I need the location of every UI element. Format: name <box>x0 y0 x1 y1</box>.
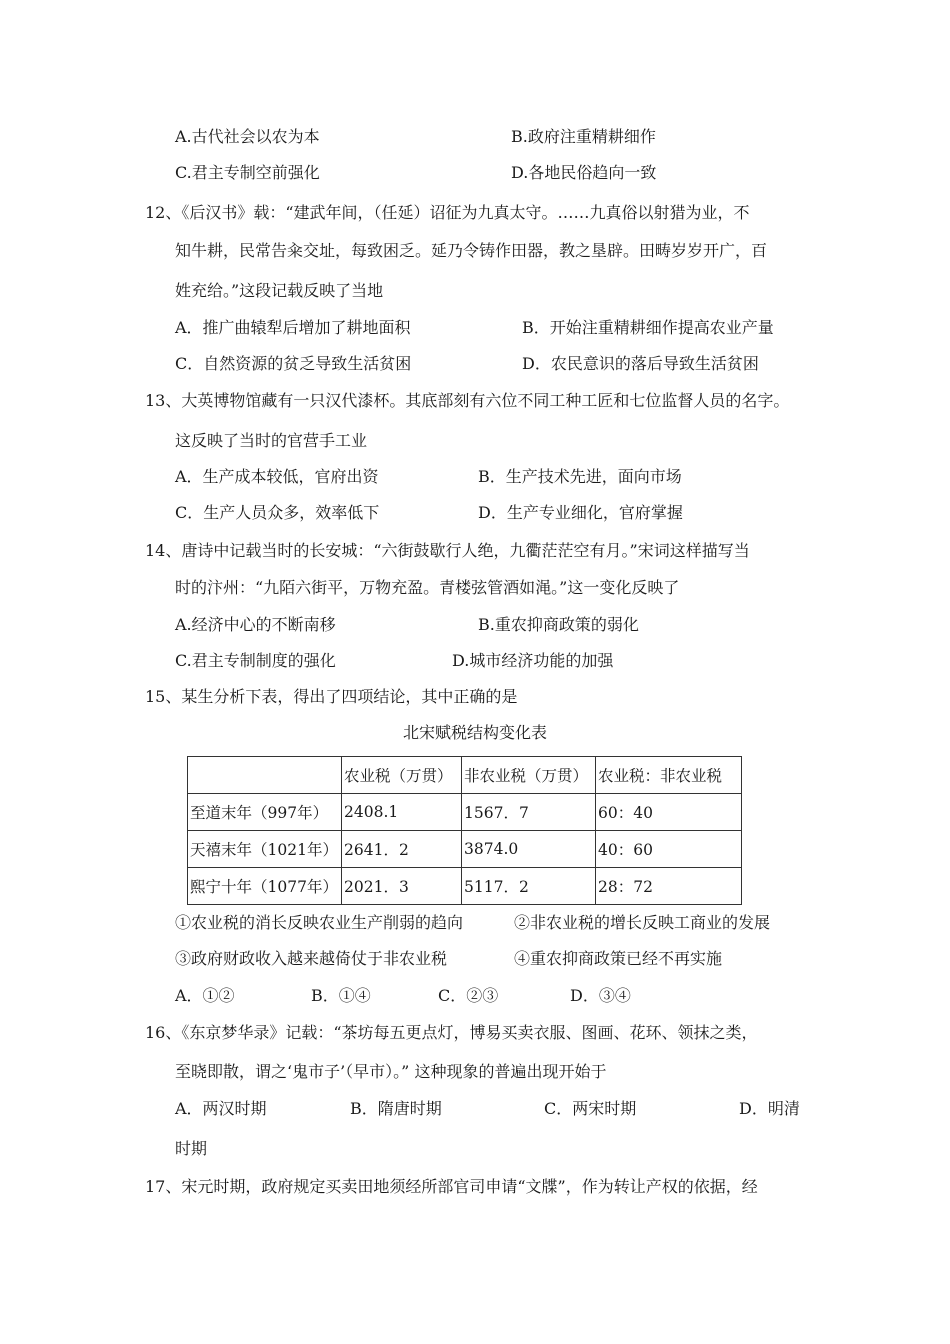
table-cell: 60：40 <box>596 794 742 831</box>
q15-option-b: B．①④ <box>311 986 371 1005</box>
table-cell: 2408.1 <box>342 794 462 831</box>
table-header-row <box>188 757 742 794</box>
table-row <box>188 868 742 905</box>
q12-option-c: C．自然资源的贫乏导致生活贫困 <box>175 354 412 373</box>
q13-option-d: D．生产专业细化，官府掌握 <box>478 503 683 522</box>
q15-conclusion-1: ①农业税的消长反映农业生产削弱的趋向 <box>175 913 464 932</box>
table-cell: 28：72 <box>596 868 742 905</box>
q16-stem-line2: 至晓即散，谓之‘鬼市子’（早市）。” 这种现象的普遍出现开始于 <box>175 1062 607 1081</box>
table-row <box>188 794 742 831</box>
q14-option-d: D.城市经济功能的加强 <box>452 651 614 670</box>
table-header-cell: 非农业税（万贯） <box>462 757 596 794</box>
q16-option-c: C．两宋时期 <box>544 1099 637 1118</box>
q11-option-a: A.古代社会以农为本 <box>175 127 320 146</box>
table-cell: 1567．7 <box>462 794 596 831</box>
q14-stem-line2: 时的汴州：“九陌六街平，万物充盈。青楼弦管酒如渑。”这一变化反映了 <box>175 578 680 597</box>
table-header-cell <box>188 757 342 794</box>
tax-structure-table <box>187 756 742 905</box>
q14-stem-line1: 14、唐诗中记载当时的长安城：“六街鼓歇行人绝，九衢茫茫空有月。”宋词这样描写当 <box>145 541 750 560</box>
q14-option-a: A.经济中心的不断南移 <box>175 615 336 634</box>
q15-conclusion-2: ②非农业税的增长反映工商业的发展 <box>514 913 771 932</box>
q13-option-b: B．生产技术先进，面向市场 <box>478 467 682 486</box>
table-cell: 熙宁十年（1077年） <box>188 868 342 905</box>
q12-stem-line2: 知牛耕，民常告籴交址，每致困乏。延乃令铸作田器，教之垦辟。田畴岁岁开广，百 <box>175 241 768 260</box>
table-title: 北宋赋税结构变化表 <box>402 723 547 742</box>
q12-stem-line1: 12、《后汉书》载：“建武年间，（任延）诏征为九真太守。……九真俗以射猎为业，不 <box>145 203 750 222</box>
q13-option-c: C．生产人员众多，效率低下 <box>175 503 380 522</box>
table-cell: 2641．2 <box>342 831 462 868</box>
q13-option-a: A．生产成本较低，官府出资 <box>175 467 379 486</box>
q15-stem: 15、某生分析下表，得出了四项结论，其中正确的是 <box>145 687 518 706</box>
q16-stem-line1: 16、《东京梦华录》记载：“茶坊每五更点灯，博易买卖衣服、图画、花环、领抹之类， <box>145 1023 758 1042</box>
q15-option-d: D．③④ <box>570 986 631 1005</box>
q12-stem-line3: 姓充给。”这段记载反映了当地 <box>175 281 384 300</box>
q12-option-a: A．推广曲辕犁后增加了耕地面积 <box>175 318 411 337</box>
table-header-cell: 农业税（万贯） <box>342 757 462 794</box>
table-row <box>188 831 742 868</box>
table-cell: 5117．2 <box>462 868 596 905</box>
q16-option-b: B．隋唐时期 <box>350 1099 442 1118</box>
q15-conclusion-3: ③政府财政收入越来越倚仗于非农业税 <box>175 949 448 968</box>
q15-option-a: A．①② <box>175 986 235 1005</box>
table-cell: 40：60 <box>596 831 742 868</box>
q16-option-d: D．明清 <box>739 1099 800 1118</box>
q13-stem-line2: 这反映了当时的官营手工业 <box>175 431 368 450</box>
q17-stem-line1: 17、宋元时期，政府规定买卖田地须经所部官司申请“文牒”，作为转让产权的依据，经 <box>145 1177 758 1196</box>
table-cell: 天禧末年（1021年） <box>188 831 342 868</box>
table-cell: 2021．3 <box>342 868 462 905</box>
table-header-cell: 农业税：非农业税 <box>596 757 742 794</box>
q12-option-b: B．开始注重精耕细作提高农业产量 <box>522 318 774 337</box>
q14-option-c: C.君主专制制度的强化 <box>175 651 336 670</box>
table-cell: 3874.0 <box>462 831 596 868</box>
q16-option-a: A．两汉时期 <box>175 1099 267 1118</box>
q14-option-b: B.重农抑商政策的弱化 <box>478 615 639 634</box>
q15-option-c: C．②③ <box>438 986 499 1005</box>
q11-option-c: C.君主专制空前强化 <box>175 163 320 182</box>
q15-conclusion-4: ④重农抑商政策已经不再实施 <box>514 949 723 968</box>
q12-option-d: D．农民意识的落后导致生活贫困 <box>522 354 759 373</box>
q11-option-d: D.各地民俗趋向一致 <box>511 163 657 182</box>
q11-option-b: B.政府注重精耕细作 <box>511 127 656 146</box>
q13-stem-line1: 13、大英博物馆藏有一只汉代漆杯。其底部刻有六位不同工种工匠和七位监督人员的名字。 <box>145 391 790 410</box>
table-cell: 至道末年（997年） <box>188 794 342 831</box>
q16-option-d-continued: 时期 <box>175 1139 208 1158</box>
